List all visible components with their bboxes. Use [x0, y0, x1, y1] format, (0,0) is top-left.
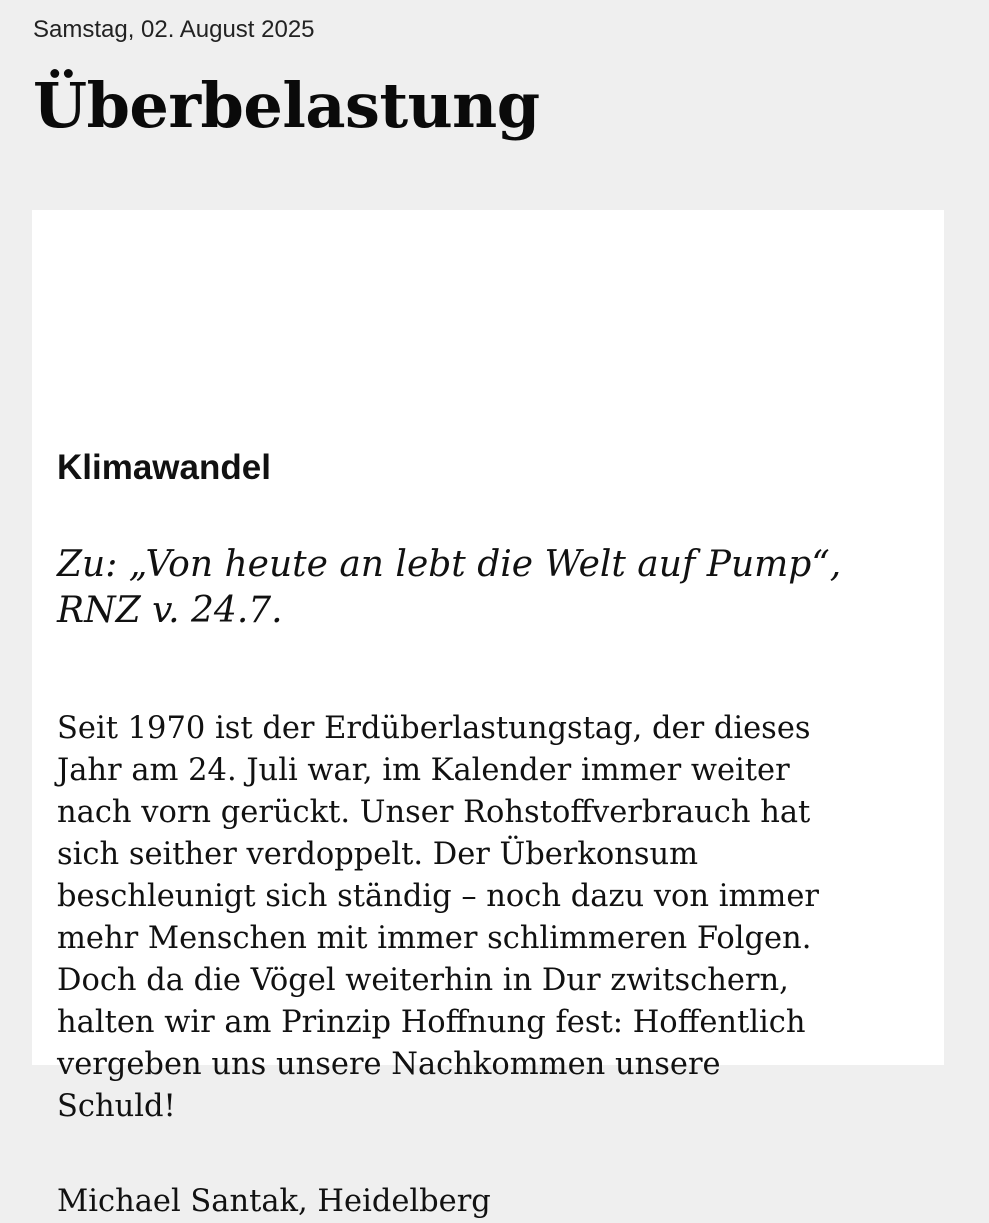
- letter-body: Seit 1970 ist der Erdüberlastungstag, der dieses Jahr am 24. Juli war, im Kalender immer weiter nach vorn gerückt. Unser Rohstoffverbrauch hat sich seither verdoppelt. Der Überkonsum beschleunigt sich ständig – noch dazu von immer mehr Menschen mit immer schlimmeren Folgen. Doch da die Vögel weiterhin in Dur zwitschern, halten wir am Prinzip Hoffnung fest: Hoffentlich vergeben uns unsere Nachkommen unsere Schuld!: [57, 711, 819, 1124]
- section-title: Klimawandel: [57, 448, 271, 487]
- letter-author: Michael Santak, Heidelberg: [57, 1184, 491, 1219]
- reference-line: Zu: „Von heute an lebt die Welt auf Pump“, RNZ v. 24.7.: [57, 544, 842, 631]
- article-date: Samstag, 02. August 2025: [33, 16, 315, 43]
- letter-card: [32, 210, 944, 1219]
- article-headline: Überbelastung: [33, 69, 540, 142]
